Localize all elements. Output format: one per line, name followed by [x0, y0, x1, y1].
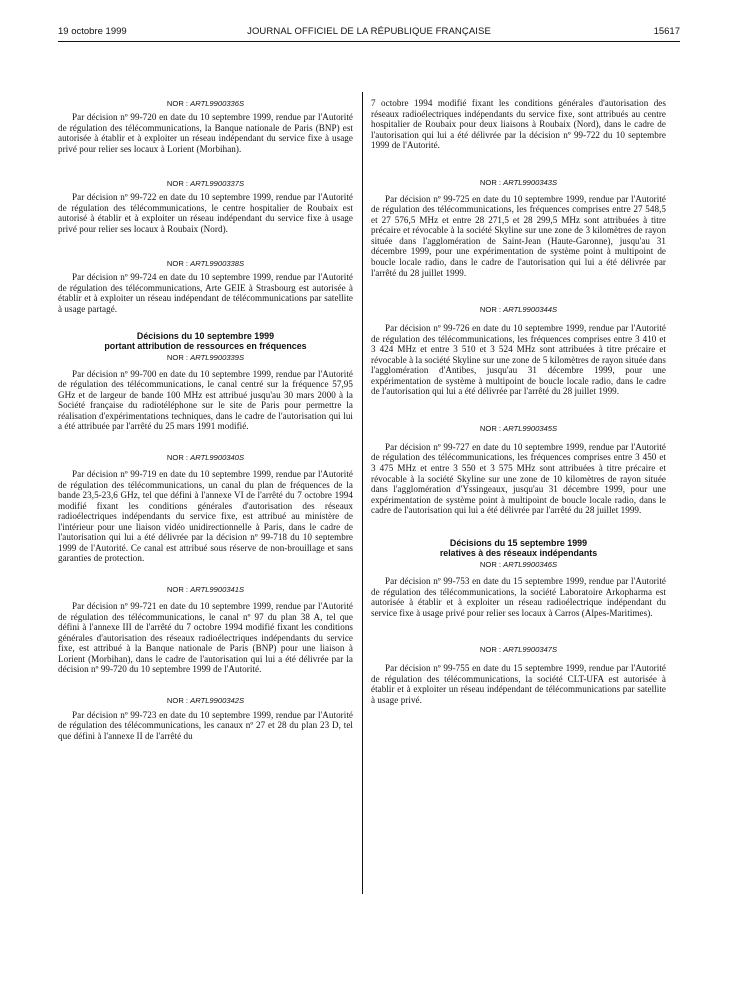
entry-336 [58, 98, 353, 154]
decision-text: Par décision nº 99-726 en date du 10 septembre 1999, rendue par l'Autorité de régulation des télécommunications, les fréquences comprises entre 3 410 et 3 424 MHz et entre 3 510 et 3 524 MHz sont attribuées à titre précaire et révocable à la société Skyline sur une zone de 5 kilomètres de rayon située dans l'agglomération d'Antibes, jusqu'au 31 décembre 1999, pour une expérimentation de système à multipoint de boucle locale radio, dans le cadre de l'autorisation qui lui a été délivrée par l'arrêté du 28 juillet 1999. [371, 323, 666, 397]
entry-338 [58, 258, 353, 314]
nor-reference: NOR : ARTL9900339S [166, 352, 245, 362]
decision-text: Par décision nº 99-721 en date du 10 septembre 1999, rendue par l'Autorité de régulation des télécommunications, le canal nº 97 du plan 38 A, tel que défini à l'annexe III de l'arrêté du 7 octobre 1994 modifié fixant les conditions générales d'autorisation des réseaux radioélectriques indépendants du service fixe, est attribué à la Banque nationale de Paris (BNP) pour une liaison à Lorient (Morbihan), dans le cadre de l'autorisation qui lui a été délivrée par la décision nº 99-720 du 10 septembre 1999 de l'Autorité. [58, 600, 353, 675]
entry-339 [58, 331, 353, 432]
decision-text: Par décision nº 99-720 en date du 10 septembre 1999, rendue par l'Autorité de régulation des télécommunications, la Banque nationale de Paris (BNP) est autorisée à établir et à exploiter un réseau indépendant du service fixe à usage privé pour relier ses locaux à Lorient (Morbihan). [58, 112, 353, 154]
decision-text: Par décision nº 99-722 en date du 10 septembre 1999, rendue par l'Autorité de régulation des télécommunications, le centre hospitalier de Roubaix est autorisé à établir et à exploiter un réseau indépendant du service fixe à usage privé pour relier ses locaux à Roubaix (Nord). [58, 192, 353, 234]
nor-reference: NOR : ARTL9900343S [479, 177, 558, 187]
decision-text: Par décision nº 99-700 en date du 10 septembre 1999, rendue par l'Autorité de régulation des télécommunications, le canal centré sur la fréquence 57,95 GHz et de largeur de bande 100 MHz est attribué jusqu'au 30 mars 2000 à la Société française du radiotéléphone sur le site de Paris pour permettre la réalisation d'expérimentations techniques, dans le cadre de l'autorisation qui lui a été attribuée par l'arrêté du 25 mars 1991 modifié. [58, 368, 353, 432]
entry-342 [58, 695, 353, 742]
nor-reference: NOR : ARTL9900340S [166, 453, 245, 463]
entry-344 [371, 304, 666, 397]
decision-text: Par décision nº 99-723 en date du 10 septembre 1999, rendue par l'Autorité de régulation des télécommunications, les canaux nº 27 et 28 du plan 23 D, tel que défini à l'annexe II de l'arrêté du [58, 709, 353, 741]
section-subheading: relatives à des réseaux indépendants [439, 548, 598, 559]
decision-text: Par décision nº 99-725 en date du 10 septembre 1999, rendue par l'Autorité de régulation des télécommunications, les fréquences comprises entre 27 548,5 et 27 576,5 MHz et entre 28 271,5 et 28 299,5 MHz sont attribuées à titre précaire et révocable à la société Skyline sur une zone de 3 kilomètres de rayon située dans l'agglomération de Saint-Jean (Haute-Garonne), jusqu'au 31 décembre 1999, pour une expérimentation de système point à multipoint de boucle locale radio, dans le cadre de l'autorisation qui lui a été délivrée par l'arrêté du 28 juillet 1999. [371, 193, 666, 278]
entry-342-continued [371, 98, 666, 151]
header-rule [58, 41, 680, 42]
nor-reference: NOR : ARTL9900344S [479, 305, 558, 315]
entry-346 [371, 538, 666, 618]
page-number: 15617 [653, 26, 680, 37]
entry-345 [371, 423, 666, 516]
column-divider [362, 92, 363, 894]
entry-341 [58, 584, 353, 675]
entry-340 [58, 452, 353, 564]
decision-text: Par décision nº 99-753 en date du 15 septembre 1999, rendue par l'Autorité de régulation des télécommunications, la société Laboratoire Arkopharma est autorisée à établir et à exploiter un réseau radioélectrique indépendant du service fixe à usage privé pour relier ses locaux à Carros (Alpes-Maritimes). [371, 575, 666, 618]
nor-reference: NOR : ARTL9900336S [166, 99, 245, 108]
nor-reference: NOR : ARTL9900345S [479, 423, 558, 433]
decision-text-continuation: 7 octobre 1994 modifié fixant les conditions générales d'autorisation des réseaux radioélectriques indépendants du service fixe, sont attribués au centre hospitalier de Roubaix pour deux liaisons à Roubaix (Nord), dans le cadre de l'autorisation qui lui a été délivrée par la décision nº 99-722 du 10 septembre 1999 de l'Autorité. [371, 98, 666, 151]
decision-text: Par décision nº 99-727 en date du 10 septembre 1999, rendue par l'Autorité de régulation des télécommunications, les fréquences comprises entre 3 450 et 3 475 MHz et entre 3 550 et 3 575 MHz sont attribuées à titre précaire et révocable à la société Skyline sur une zone de 10 kilomètres de rayon située dans l'agglomération d'Yssingeaux, jusqu'au 31 décembre 1999, pour une expérimentation de système point à multipoint de boucle locale radio, dans le cadre de l'autorisation qui lui a été délivrée par l'arrêté du 28 juillet 1999. [371, 441, 666, 516]
left-column [58, 98, 353, 741]
nor-reference: NOR : ARTL9900347S [479, 645, 558, 655]
journal-title: JOURNAL OFFICIEL DE LA RÉPUBLIQUE FRANÇAISE [247, 26, 491, 37]
right-column [371, 98, 666, 705]
nor-reference: NOR : ARTL9900342S [166, 695, 245, 705]
section-heading: Décisions du 10 septembre 1999 [136, 330, 275, 341]
entry-347 [371, 644, 666, 705]
header-date: 19 octobre 1999 [58, 26, 127, 37]
section-subheading: portant attribution de ressources en fréquences [104, 341, 307, 352]
entry-337 [58, 178, 353, 234]
nor-reference: NOR : ARTL9900341S [166, 584, 245, 594]
page-header [58, 26, 680, 42]
nor-reference: NOR : ARTL9900338S [166, 259, 245, 269]
nor-reference: NOR : ARTL9900337S [166, 179, 245, 189]
section-heading: Décisions du 15 septembre 1999 [449, 537, 588, 548]
decision-text: Par décision nº 99-719 en date du 10 septembre 1999, rendue par l'Autorité de régulation des télécommunications, un canal du plan de fréquences de la bande 23,5-23,6 GHz, tel que défini à l'annexe VI de l'arrêté du 7 octobre 1994 modifié fixant les conditions générales d'autorisation des réseaux radioélectriques indépendants du service fixe, est attribué au ministère de l'intérieur pour une liaison vidéo unidirectionnelle à Paris, dans le cadre de l'autorisation qui lui a été délivrée par la décision nº 99-718 du 10 septembre 1999 de l'Autorité. Ce canal est attribué sous réserve de non-brouillage et sans garanties de protection. [58, 469, 353, 564]
decision-text: Par décision nº 99-755 en date du 15 septembre 1999, rendue par l'Autorité de régulation des télécommunications, la société CLT-UFA est autorisée à établir et à exploiter un réseau indépendant de télécommunications par satellite à usage privé. [371, 663, 666, 705]
entry-343 [371, 177, 666, 278]
decision-text: Par décision nº 99-724 en date du 10 septembre 1999, rendue par l'Autorité de régulation des télécommunications, Arte GEIE à Strasbourg est autorisée à établir et à exploiter un réseau indépendant de télécommunications par satellite à usage partagé. [58, 272, 353, 315]
nor-reference: NOR : ARTL9900346S [479, 559, 558, 569]
